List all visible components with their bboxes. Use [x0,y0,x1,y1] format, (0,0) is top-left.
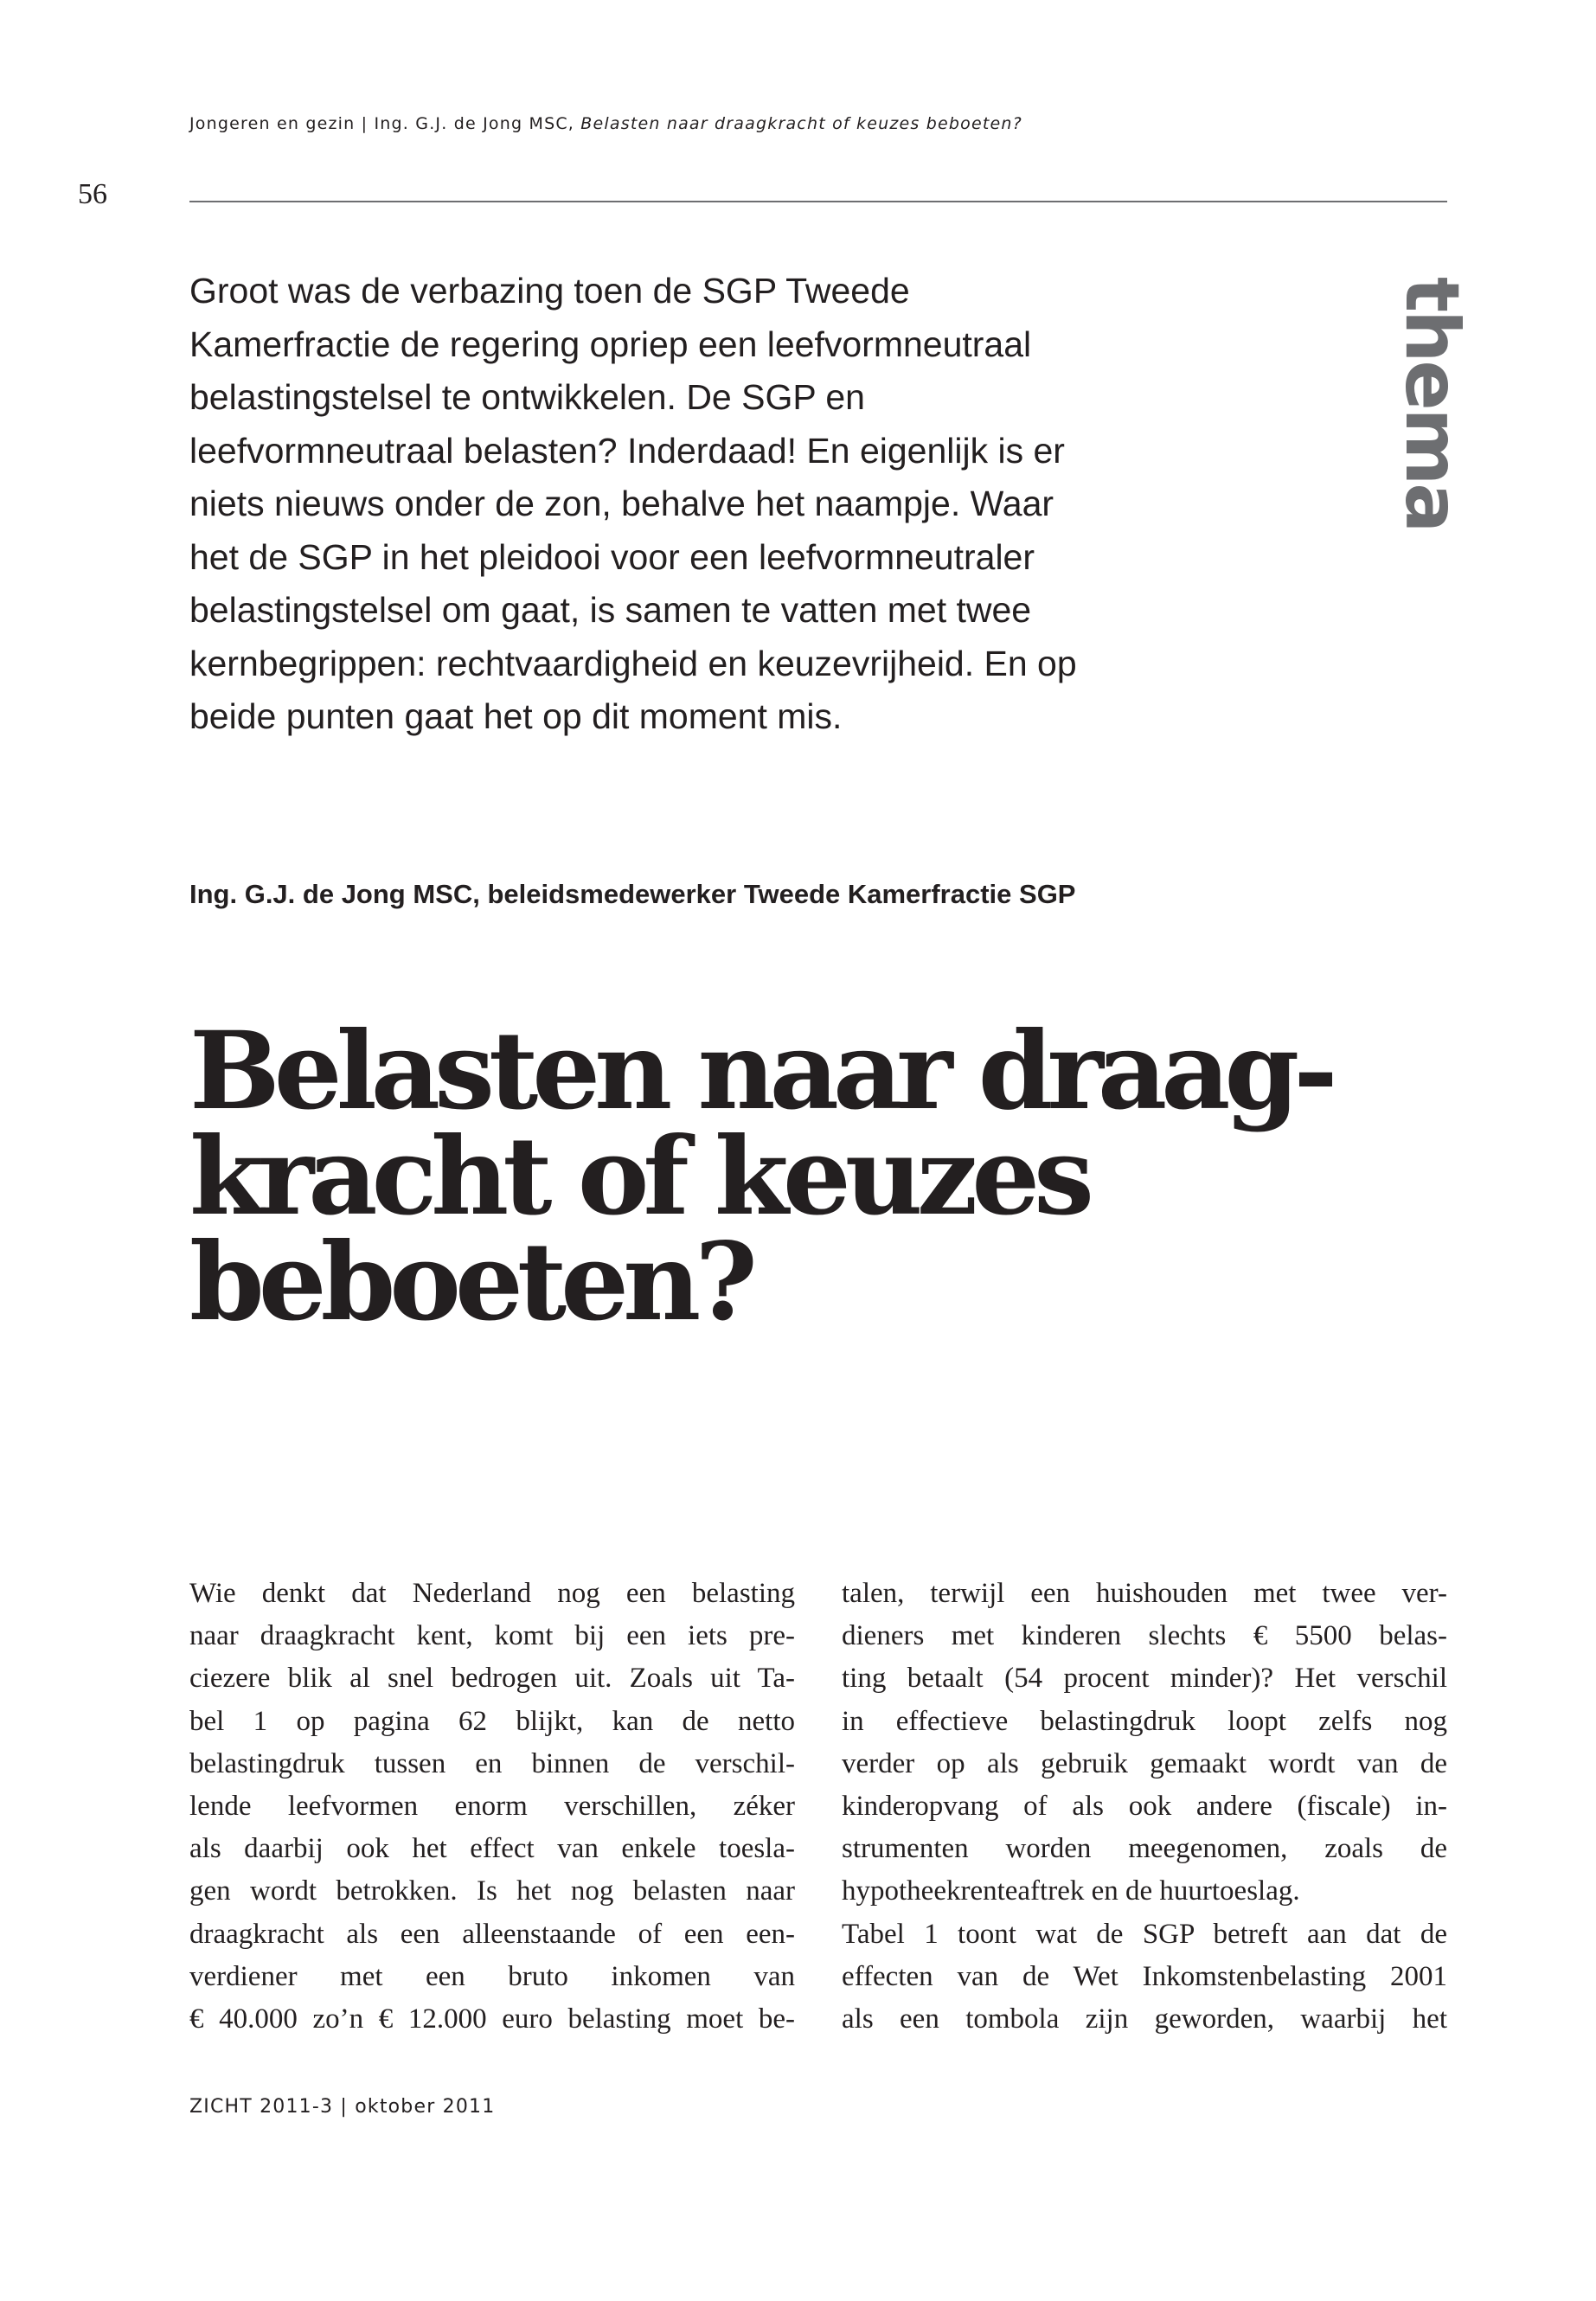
intro-line: beide punten gaat het op dit moment mis. [189,696,843,736]
body-line: kinderopvang of als ook andere (fiscale) in- [842,1790,1447,1822]
body-line: verdiener met een bruto inkomen van [189,1960,795,1992]
intro-line: belastingstelsel om gaat, is samen te vatten met twee [189,590,1032,630]
body-line: dieners met kinderen slechts € 5500 belas- [842,1620,1447,1652]
body-line: als een tombola zijn geworden, waarbij het [842,2003,1447,2035]
intro-line: het de SGP in het pleidooi voor een leefvormneutraler [189,536,1035,577]
author-byline: Ing. G.J. de Jong MSC, beleidsmedewerker Tweede Kamerfractie SGP [189,879,1076,909]
body-line: verder op als gebruik gemaakt wordt van de [842,1747,1447,1779]
title-line: kracht of keuzes [189,1114,1088,1240]
body-line: draagkracht als een alleenstaande of een een- [189,1918,795,1950]
body-line: Tabel 1 toont wat de SGP betreft aan dat de [842,1918,1447,1950]
intro-line: Kamerfractie de regering opriep een leefvormneutraal [189,324,1032,364]
article-title [189,1009,1444,1345]
body-line: ting betaalt (54 procent minder)? Het verschil [842,1663,1447,1695]
body-line: gen wordt betrokken. Is het nog belasten naar [189,1875,795,1907]
body-line: talen, terwijl een huishouden met twee ver- [842,1578,1447,1609]
body-line: bel 1 op pagina 62 blijkt, kan de netto [189,1705,795,1737]
intro-line: kernbegrippen: rechtvaardigheid en keuzevrijheid. En op [189,643,1077,683]
intro-line: belastingstelsel te ontwikkelen. De SGP en [189,377,865,417]
page-number: 56 [78,178,107,210]
intro-paragraph [189,265,1158,744]
running-header [189,114,1022,133]
body-line: strumenten worden meegenomen, zoals de [842,1833,1447,1865]
body-line: € 40.000 zo’n € 12.000 euro belasting moet be- [189,2003,795,2035]
title-line: Belasten naar draag- [189,1009,1332,1134]
running-header-prefix: Jongeren en gezin | Ing. G.J. de Jong MSC, [189,114,581,133]
section-tag [1384,277,1479,531]
section-tag-text: thema [1388,277,1475,531]
intro-line: leefvormneutraal belasten? Inderdaad! En eigenlijk is er [189,430,1065,471]
intro-line: niets nieuws onder de zon, behalve het naampje. Waar [189,484,1054,523]
body-line: in effectieve belastingdruk loopt zelfs nog [842,1705,1447,1737]
body-line: ciezere blik al snel bedrogen uit. Zoals uit Ta- [189,1663,795,1695]
body-column-left [189,1573,795,2041]
intro-line: Groot was de verbazing toen de SGP Tweede [189,271,910,311]
body-line: naar draagkracht kent, komt bij een iets pre- [189,1620,795,1652]
body-line: lende leefvormen enorm verschillen, zéker [189,1790,795,1822]
body-line: Wie denkt dat Nederland nog een belasting [189,1578,795,1609]
page-footer: ZICHT 2011-3 | oktober 2011 [189,2096,496,2118]
body-line: hypotheekrenteaftrek en de huurtoeslag. [842,1875,1300,1907]
body-column-right [842,1573,1447,2041]
body-line: effecten van de Wet Inkomstenbelasting 2001 [842,1960,1447,1992]
body-line: als daarbij ook het effect van enkele toesla- [189,1833,795,1865]
running-header-title: Belasten naar draagkracht of keuzes beboeten? [580,114,1022,133]
header-rule [189,201,1447,202]
body-line: belastingdruk tussen en binnen de verschil- [189,1747,795,1779]
title-line: beboeten? [189,1220,752,1345]
